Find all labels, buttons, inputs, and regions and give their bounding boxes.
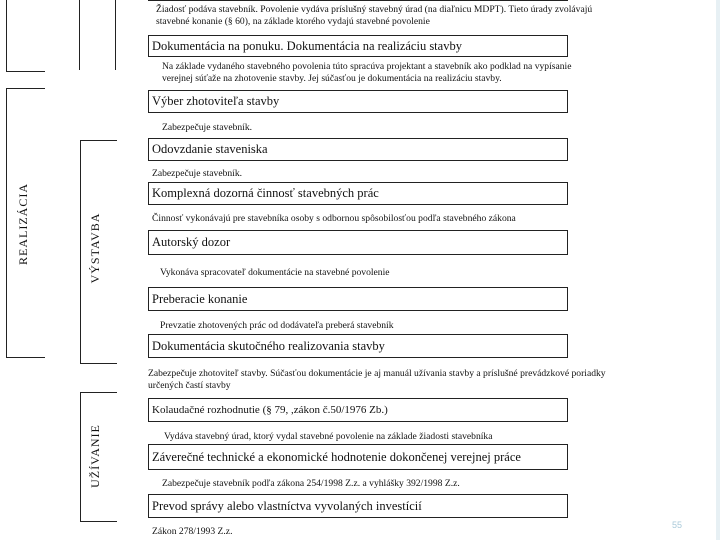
step-note-4: Činnosť vykonávajú pre stavebníka osoby s odbornou spôsobilosťou podľa stavebného zákona	[152, 213, 516, 224]
step-note-10: Zákon 278/1993 Z.z.	[152, 526, 233, 537]
step-box-7: Dokumentácia skutočného realizovania stavby	[148, 334, 568, 358]
step-note-9: Zabezpečuje stavebník podľa zákona 254/1998 Z.z. a vyhlášky 392/1998 Z.z.	[162, 478, 460, 489]
step-box-3: Odovzdanie staveniska	[148, 138, 568, 161]
step-note-2: Zabezpečuje stavebník.	[162, 122, 253, 133]
step-note-6: Prevzatie zhotovených prác od dodávateľa preberá stavebník	[160, 320, 394, 331]
page-number: 55	[672, 520, 683, 530]
step-box-6: Preberacie konanie	[148, 287, 568, 311]
phase-label-uzivanie: UŽÍVANIE	[88, 424, 102, 488]
step-box-9: Záverečné technické a ekonomické hodnotenie dokončenej verejnej práce	[148, 444, 568, 470]
step-box-10: Prevod správy alebo vlastníctva vyvolaných investícií	[148, 494, 568, 518]
phase-label-vystavba: VÝSTAVBA	[88, 212, 102, 284]
step-note-7b: určených častí stavby	[148, 380, 231, 391]
step-box-1: Dokumentácia na ponuku. Dokumentácia na realizáciu stavby	[148, 35, 568, 57]
phase-label-realizacia: REALIZÁCIA	[16, 183, 30, 265]
step-box-2: Výber zhotoviteľa stavby	[148, 90, 568, 113]
top-left-line	[79, 0, 80, 70]
step-note-8: Vydáva stavebný úrad, ktorý vydal stavebné povolenie na základe žiadosti stavebníka	[164, 431, 493, 442]
step-note-7a: Zabezpečuje zhotoviteľ stavby. Súčasťou dokumentácie je aj manuál užívania stavby a príslušné prevádzkové poriadky	[148, 368, 606, 379]
step-note-3: Zabezpečuje stavebník.	[152, 168, 243, 179]
step-note-1b: verejnej súťaže na zhotovenie stavby. Jej súčasťou je dokumentácia na realizáciu stavby.	[162, 73, 502, 84]
top-rule	[148, 0, 568, 1]
top-bracket	[6, 0, 45, 72]
step-box-5: Autorský dozor	[148, 230, 568, 255]
step-note-1a: Na základe vydaného stavebného povolenia túto spracúva projektant a stavebník ako podklad na vypísanie	[162, 61, 572, 72]
step-box-8: Kolaudačné rozhodnutie (§ 79, ,zákon č.50/1976 Zb.)	[148, 398, 568, 422]
step-box-4: Komplexná dozorná činnosť stavebných prác	[148, 182, 568, 205]
top-right-line	[115, 0, 116, 70]
right-edge-tint	[716, 0, 720, 540]
top-note-line2: stavebné konanie (§ 60), na základe ktorého vydajú stavebné povolenie	[156, 16, 430, 27]
step-note-5: Vykonáva spracovateľ dokumentácie na stavebné povolenie	[160, 267, 390, 278]
top-note-line1: Žiadosť podáva stavebník. Povolenie vydáva príslušný stavebný úrad (na diaľnicu MDPT). Tieto úrady zvolávajú	[156, 4, 593, 15]
